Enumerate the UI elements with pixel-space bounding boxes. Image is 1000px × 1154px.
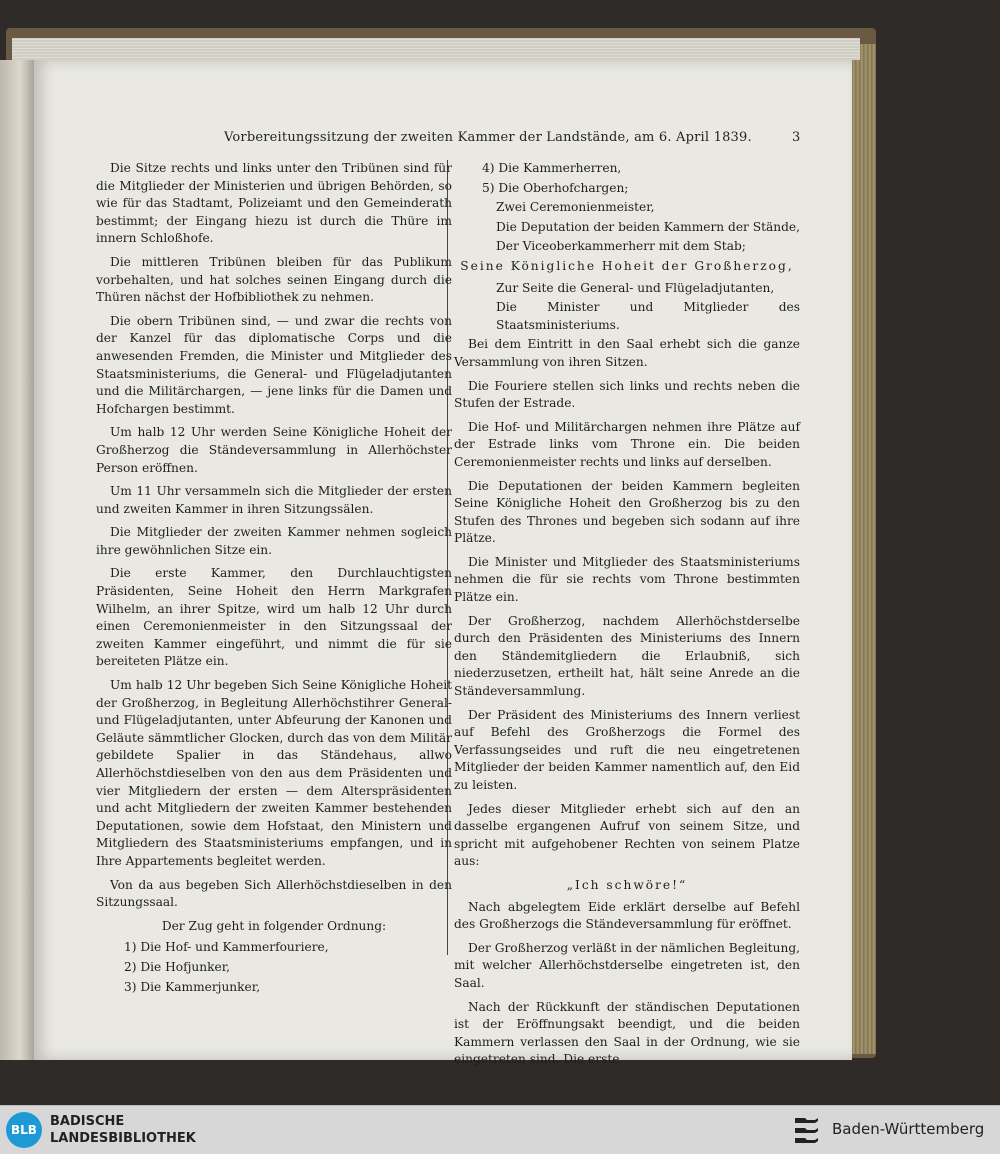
library-name-line2: LANDESBIBLIOTHEK: [50, 1131, 196, 1146]
paragraph: Um 11 Uhr versammeln sich die Mitglieder der ersten und zweiten Kammer in ihren Sitzungssälen.: [96, 484, 452, 516]
paragraph: Die erste Kammer, den Durchlauchtigsten Präsidenten, Seine Hoheit den Herrn Markgrafen Wilhelm, an ihrer Spitze, wird um halb 12 Uhr durch einen Ceremonienmeister in den Sitzungssaal der zweiten Kammer eingeführt, und nimmt die für sie bereiteten Plätze ein.: [96, 566, 452, 669]
grand-duke-line: Seine Königliche Hoheit der Großherzog,: [460, 258, 794, 273]
paragraph: Der Großherzog verläßt in der nämlichen Begleitung, mit welcher Allerhöchstderselbe eingetreten ist, den Saal.: [454, 940, 800, 990]
procession-item: Zur Seite die General- und Flügeladjutanten,: [496, 280, 775, 295]
paragraph: Der Großherzog, nachdem Allerhöchstderselbe durch den Präsidenten des Ministeriums des Innern den Ständemitgliedern die Erlaubniß, sich niederzusetzen, ertheilt hat, hält seine Anrede an die Ständeversammlung.: [454, 613, 800, 699]
paragraph: Jedes dieser Mitglieder erhebt sich auf den an dasselbe ergangenen Aufruf von seinem Sitze, und spricht mit aufgehobener Rechten von seinem Platze aus:: [454, 801, 800, 869]
procession-item: 4) Die Kammerherren,: [482, 161, 622, 175]
procession-item: Zwei Ceremonienmeister,: [496, 200, 655, 215]
running-head: Vorbereitungssitzung der zweiten Kammer der Landstände, am 6. April 1839.: [224, 130, 752, 145]
paragraph: Nach abgelegtem Eide erklärt derselbe auf Befehl des Großherzogs die Ständeversammlung für eröffnet.: [454, 899, 800, 932]
oath-line: „Ich schwöre!“: [566, 877, 688, 892]
book-page-edges: [852, 44, 876, 1054]
procession-item: 5) Die Oberhofchargen;: [482, 180, 629, 195]
procession-item: Der Viceoberkammerherr mit dem Stab;: [496, 239, 746, 254]
procession-item: Die Minister und Mitglieder des Staatsministeriums.: [496, 300, 800, 332]
paragraph: Die Hof- und Militärchargen nehmen ihre Plätze auf der Estrade links vom Throne ein. Die beiden Ceremonienmeister rechts und links auf derselben.: [454, 419, 800, 469]
paragraph: Bei dem Eintritt in den Saal erhebt sich die ganze Versammlung von ihren Sitzen.: [454, 337, 800, 369]
library-name-line1: BADISCHE: [50, 1114, 125, 1129]
paragraph: Die mittleren Tribünen bleiben für das Publikum vorbehalten, und hat solches seinen Eingang durch die Thüren nächst der Hofbibliothek zu nehmen.: [96, 254, 452, 305]
book-page: [34, 60, 852, 1067]
procession-item: 3) Die Kammerjunker,: [124, 979, 261, 994]
procession-item: 2) Die Hofjunker,: [124, 959, 231, 974]
paragraph: Die Fouriere stellen sich links und rechts neben die Stufen der Estrade.: [454, 378, 800, 411]
previous-page-strip: [0, 60, 34, 1060]
procession-intro: Der Zug geht in folgender Ordnung:: [161, 918, 387, 933]
paragraph: Der Präsident des Ministeriums des Innern verliest auf Befehl des Großherzogs die Formel des Verfassungseides und ruft die neu eingetretenen Mitglieder der beiden Kammer namentlich auf, den Eid zu leisten.: [454, 707, 800, 792]
left-column: [96, 160, 452, 998]
paragraph: Von da aus begeben Sich Allerhöchstdieselben in den Sitzungssaal.: [96, 877, 452, 910]
footer-bar: [0, 1105, 1000, 1154]
paragraph: Die Sitze rechts und links unter den Tribünen sind für die Mitglieder der Ministerien und übrigen Behörden, so wie für das Stadtamt, Polizeiamt und den Gemeinderath bestimmt; der Eingang hiezu ist durch die Thüre im innern Schloßhofe.: [96, 161, 452, 246]
right-column: [454, 160, 800, 1075]
page-number: 3: [792, 130, 801, 145]
paragraph: Um halb 12 Uhr begeben Sich Seine Königliche Hoheit der Großherzog, in Begleitung Allerhöchstihrer General- und Flügeladjutanten, unter Abfeurung der Kanonen und Geläute sämmtlicher Glocken, durch das von dem Militär gebildete Spalier in das Ständehaus, allwo Allerhöchstdieselben von den aus dem Präsidenten und vier Mitgliedern der ersten — dem Alterspräsidenten und acht Mitgliedern der zweiten Kammer bestehenden Deputationen, sowie dem Hofstaat, den Ministern und Mitgliedern des Staatsministeriums empfangen, und in Ihre Appartements begleitet werden.: [96, 678, 452, 868]
procession-item: Die Deputation der beiden Kammern der Stände,: [496, 219, 800, 234]
library-name[interactable]: [50, 1113, 196, 1147]
paragraph: Die Deputationen der beiden Kammern begleiten Seine Königliche Hoheit den Großherzog bis zu den Stufen des Thrones und begeben sich sodann auf ihre Plätze.: [454, 478, 800, 546]
paragraph: Die obern Tribünen sind, — und zwar die rechts von der Kanzel für das diplomatische Corps und die anwesenden Fremden, die Minister und Mitglieder des Staatsministeriums, die General- und Flügeladjutanten und die Militärchargen, — jene links für die Damen und Hofchargen bestimmt.: [96, 313, 452, 416]
procession-item: 1) Die Hof- und Kammerfouriere,: [124, 940, 329, 955]
state-name[interactable]: Baden-Württemberg: [832, 1120, 985, 1138]
paragraph: Um halb 12 Uhr werden Seine Königliche Hoheit der Großherzog die Ständeversammlung in Allerhöchster Person eröffnen.: [96, 425, 452, 475]
paragraph: Die Minister und Mitglieder des Staatsministeriums nehmen die für sie rechts vom Throne bestimmten Plätze ein.: [454, 554, 800, 605]
blb-logo-icon[interactable]: BLB: [6, 1112, 42, 1148]
page-stack-top: [12, 38, 860, 60]
state-lions-icon: [792, 1114, 822, 1146]
paragraph: Nach der Rückkunft der ständischen Deputationen ist der Eröffnungsakt beendigt, und die beiden Kammern verlassen den Saal in der Ordnung, wie sie eingetreten sind. Die erste: [454, 999, 800, 1067]
paragraph: Die Mitglieder der zweiten Kammer nehmen sogleich ihre gewöhnlichen Sitze ein.: [96, 525, 452, 557]
